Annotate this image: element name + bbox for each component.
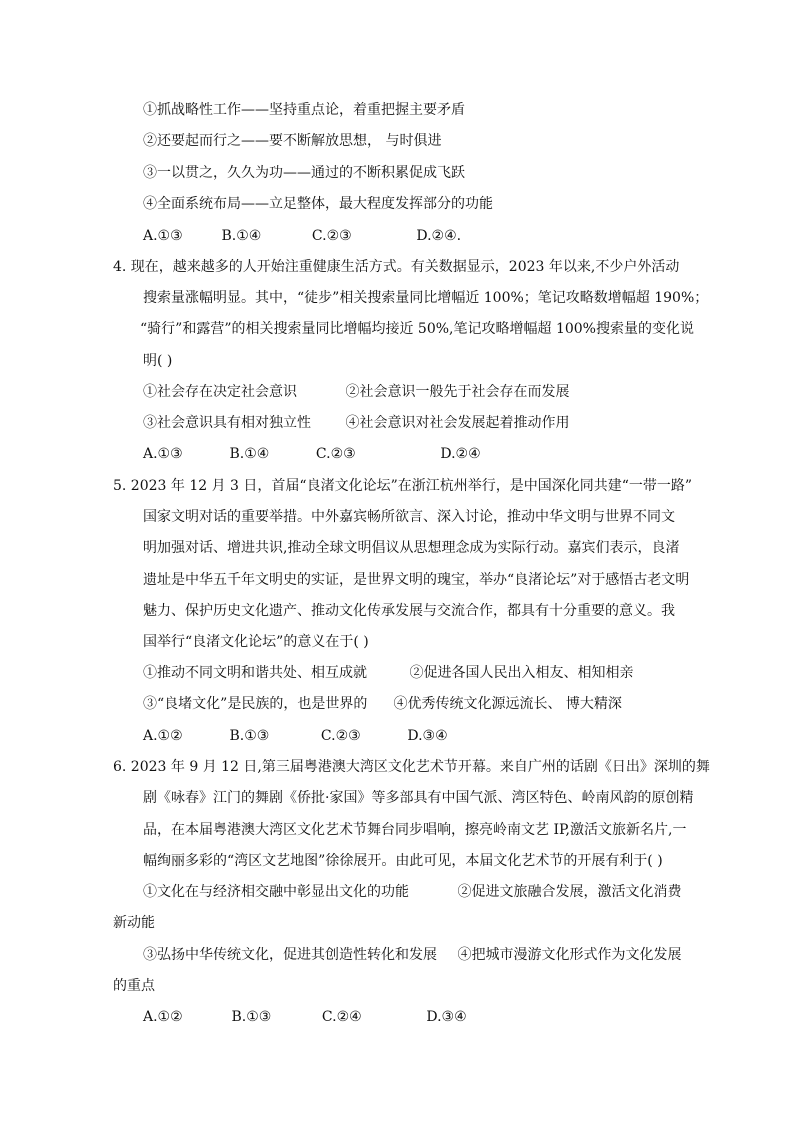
q5-stem-line-4: 遗址是中华五千年文明史的实证，是世界文明的瑰宝，举办“良渚论坛”对于感悟古老文明 <box>143 572 690 588</box>
q3-option-a: A.①③ <box>143 228 183 244</box>
q5-stem-line-1: 5. 2023 年 12 月 3 日，首届“良渚文化论坛”在浙江杭州举行，是中国深化同共建“一带一路” <box>113 478 693 494</box>
q5-statement-2: ②促进各国人民出入相友、相知相亲 <box>409 665 634 681</box>
q4-options <box>143 444 481 464</box>
q5-options <box>143 726 448 746</box>
q5-option-a: A.①② <box>143 728 183 744</box>
q4-statement-2: ②社会意识一般先于社会存在而发展 <box>345 384 570 400</box>
q6-statements-row-2 <box>143 945 681 965</box>
q5-stem-line-2: 国家文明对话的重要举措。中外嘉宾畅所欲言、深入讨论，推动中华文明与世界不同文 <box>143 509 675 525</box>
q5-statement-3: ③“良堵文化”是民族的，也是世界的 <box>143 696 368 712</box>
q6-stem-line-2: 剧《咏春》江门的舞剧《侨批·家国》等多部具有中国气派、湾区特色、岭南风韵的原创精 <box>143 790 694 806</box>
q4-option-c: C.②③ <box>315 446 356 462</box>
q6-statement-4-continued: 的重点 <box>113 978 155 994</box>
q4-statement-3: ③社会意识具有相对独立性 <box>143 415 311 431</box>
q4-option-a: A.①③ <box>143 446 183 462</box>
q6-option-d: D.③④ <box>426 1009 467 1025</box>
q4-stem-line-1: 4. 现在，越来越多的人开始注重健康生活方式。有关数据显示，2023 年以来,不少户外活动 <box>113 259 680 275</box>
q5-option-c: C.②③ <box>320 728 361 744</box>
q4-statements-row-2 <box>143 413 569 433</box>
q6-statements-row-1 <box>143 882 681 902</box>
q3-statement-2: ②还要起而行之——要不断解放思想， 与时俱进 <box>143 133 442 149</box>
q3-option-d: D.②④. <box>416 228 462 244</box>
q5-stem-line-5: 魅力、保护历史文化遗产、推动文化传承发展与交流合作，都具有十分重要的意义。我 <box>143 603 675 619</box>
q5-statements-row-1 <box>143 663 633 683</box>
q5-stem-line-6: 国举行“良渚文化论坛”的意义在于( ) <box>143 634 369 650</box>
q4-stem-line-3: “骑行”和露营”的相关搜索量同比增幅均接近 50%,笔记攻略增幅超 100%搜索量的变化说 <box>140 321 694 337</box>
q6-option-c: C.②④ <box>321 1009 362 1025</box>
q5-statements-row-2 <box>143 694 622 714</box>
q4-statements-row-1 <box>143 382 569 402</box>
q5-option-d: D.③④ <box>407 728 448 744</box>
q4-stem-line-4: 明( ) <box>143 353 173 369</box>
q3-option-b: B.①④ <box>221 228 262 244</box>
q4-statement-4: ④社会意识对社会发展起着推动作用 <box>345 415 570 431</box>
q3-statement-1: ①抓战略性工作——坚持重点论，着重把握主要矛盾 <box>143 102 465 118</box>
q3-statement-4: ④全面系统布局——立足整体，最大程度发挥部分的功能 <box>143 196 493 212</box>
q4-option-b: B.①④ <box>229 446 270 462</box>
q3-option-c: C.②③ <box>311 228 352 244</box>
q4-option-d: D.②④ <box>440 446 481 462</box>
q5-stem-line-3: 明加强对话、增进共识,推动全球文明倡议从思想理念成为实际行动。嘉宾们表示，良渚 <box>143 540 680 556</box>
q3-options <box>143 226 461 246</box>
q6-statement-2-continued: 新动能 <box>113 915 155 931</box>
q4-stem-line-2: 搜索量涨幅明显。其中，“徒步”相关搜索量同比增幅近 100%；笔记攻略数增幅超 190%； <box>143 290 709 306</box>
q6-stem-line-3: 品，在本届粤港澳大湾区文化艺术节舞台同步唱响，擦亮岭南文艺 IP,激活文旅新名片,一 <box>143 822 687 838</box>
q4-statement-1: ①社会存在决定社会意识 <box>143 384 297 400</box>
q6-stem-line-4: 幅绚丽多彩的“湾区文艺地图”徐徐展开。由此可见，本届文化艺术节的开展有利于( ) <box>143 853 663 869</box>
q6-statement-3: ③弘扬中华传统文化，促进其创造性转化和发展 <box>143 947 437 963</box>
q6-options <box>143 1007 467 1027</box>
q5-statement-4: ④优秀传统文化源远流长、 博大精深 <box>393 696 622 712</box>
q5-statement-1: ①推动不同文明和谐共处、相互成就 <box>143 665 367 681</box>
q5-option-b: B.①③ <box>229 728 270 744</box>
q6-option-a: A.①② <box>143 1009 183 1025</box>
q3-statement-3: ③一以贯之，久久为功——通过的不断积累促成飞跃 <box>143 165 465 181</box>
q6-statement-1: ①文化在与经济相交融中彰显出文化的功能 <box>143 884 409 900</box>
q6-stem-line-1: 6. 2023 年 9 月 12 日,第三届粤港澳大湾区文化艺术节开幕。来自广州的话剧《日出》深圳的舞 <box>113 759 710 775</box>
q6-option-b: B.①③ <box>231 1009 272 1025</box>
q6-statement-4: ④把城市漫游文化形式作为文化发展 <box>457 947 682 963</box>
q6-statement-2: ②促进文旅融合发展，激活文化消费 <box>457 884 682 900</box>
